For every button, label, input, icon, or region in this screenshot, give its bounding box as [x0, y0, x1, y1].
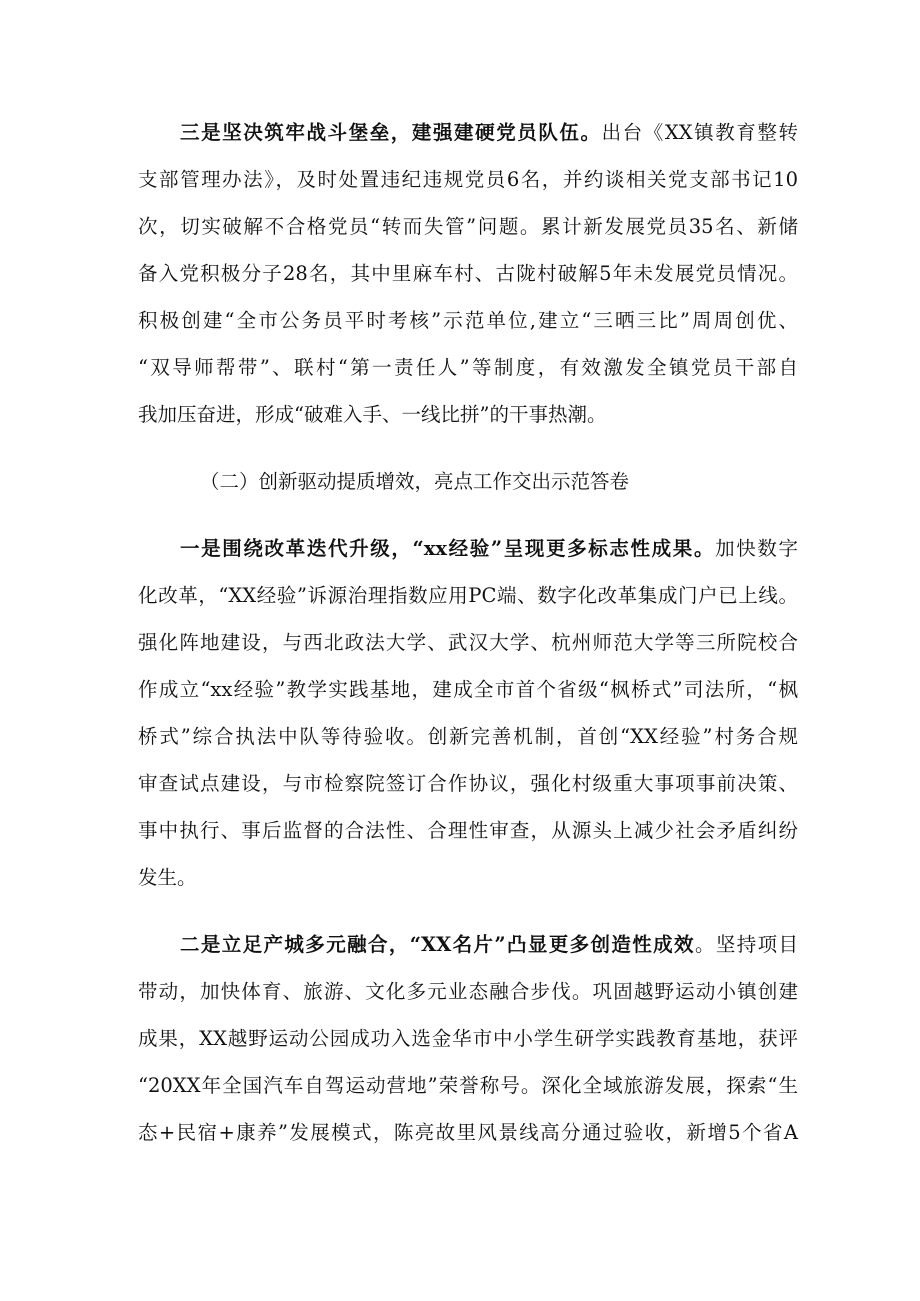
para3-line-1 [180, 930, 798, 960]
para1-line-6: “双导师帮带”、联村“第一责任人”等制度，有效激发全镇党员干部自 [138, 356, 798, 379]
para1-line-2: 支部管理办法》，及时处置违纪违规党员6名，并约谈相关党支部书记10 [138, 168, 798, 191]
para1-line-3: 次，切实破解不合格党员“转而失管”问题。累计新发展党员35名、新储 [138, 215, 798, 238]
para2-line-4: 作成立“xx经验”教学实践基地，建成全市首个省级“枫桥式”司法所，“枫 [138, 678, 798, 701]
para2-line-2: 化改革，“XX经验”诉源治理指数应用PC端、数字化改革集成门户已上线。 [138, 584, 798, 607]
para3-lead-bold: 二是立足产城多元融合，“XX名片”凸显更多创造性成效 [180, 933, 695, 956]
para1-line-1 [180, 118, 798, 148]
para2-line-8: 发生。 [138, 866, 197, 889]
para2-line-1 [180, 534, 798, 564]
para3-line-2: 带动，加快体育、旅游、文化多元业态融合步伐。巩固越野运动小镇创建 [138, 980, 798, 1003]
para3-line-5: 态+民宿+康养”发展模式，陈亮故里风景线高分通过验收，新增5个省A [138, 1121, 798, 1144]
section-heading-2: （二）创新驱动提质增效，亮点工作交出示范答卷 [200, 470, 630, 493]
para3-line-4: “20XX年全国汽车自驾运动营地”荣誉称号。深化全域旅游发展，探索“生 [138, 1074, 798, 1097]
para1-lead-bold: 三是坚决筑牢战斗堡垒，建强建硬党员队伍。 [180, 121, 602, 144]
para1-line-4: 备入党积极分子28名，其中里麻车村、古陇村破解5年未发展党员情况。 [138, 262, 798, 285]
para2-line-7: 事中执行、事后监督的合法性、合理性审查，从源头上减少社会矛盾纠纷 [138, 819, 798, 842]
para2-line-3: 强化阵地建设，与西北政法大学、武汉大学、杭州师范大学等三所院校合 [138, 631, 798, 654]
para3-line-3: 成果，XX越野运动公园成功入选金华市中小学生研学实践教育基地，获评 [138, 1027, 798, 1050]
para3-line-1-rest: 。坚持项目 [694, 933, 798, 956]
para1-line-1-rest: 出台《XX镇教育整转 [601, 121, 798, 144]
para2-line-5: 桥式”综合执法中队等待验收。创新完善机制，首创“XX经验”村务合规 [138, 725, 798, 748]
para1-line-7: 我加压奋进，形成“破难入手、一线比拼”的干事热潮。 [138, 403, 607, 426]
para2-line-1-rest: 加快数字 [715, 537, 798, 560]
para2-lead-bold: 一是围绕改革迭代升级，“xx经验”呈现更多标志性成果。 [180, 537, 716, 560]
para2-line-6: 审查试点建设，与市检察院签订合作协议，强化村级重大事项事前决策、 [138, 772, 798, 795]
para1-line-5: 积极创建“全市公务员平时考核”示范单位,建立“三晒三比”周周创优、 [138, 309, 798, 332]
